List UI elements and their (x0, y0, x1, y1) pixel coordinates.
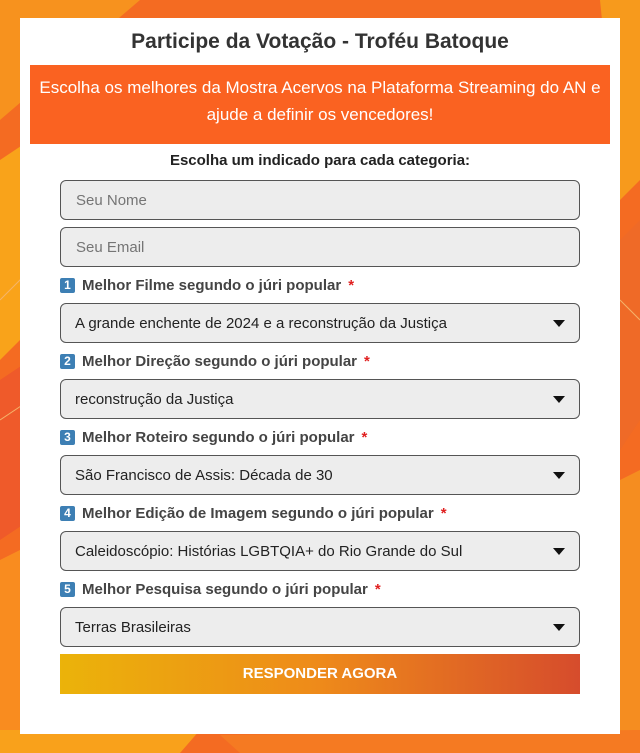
question-number-badge: 1 (60, 278, 75, 293)
selected-value: A grande enchente de 2024 e a reconstrução da Justiça (75, 314, 447, 332)
required-marker: * (361, 428, 368, 446)
required-marker: * (440, 504, 447, 522)
question-4-select[interactable] (60, 531, 580, 571)
form-title: Participe da Votação - Troféu Batoque (131, 30, 509, 53)
question-3-label (60, 428, 367, 446)
question-number-badge: 5 (60, 582, 75, 597)
chevron-down-icon (553, 624, 565, 631)
question-1-select[interactable] (60, 303, 580, 343)
question-number-badge: 2 (60, 354, 75, 369)
chevron-down-icon (553, 472, 565, 479)
question-5-select[interactable] (60, 607, 580, 647)
form-instruction: Escolha um indicado para cada categoria: (169, 152, 471, 169)
selected-value: Caleidoscópio: Histórias LGBTQIA+ do Rio Grande do Sul (75, 542, 463, 560)
question-text: Melhor Edição de Imagem segundo o júri popular (82, 504, 434, 522)
required-marker: * (374, 580, 381, 598)
submit-button[interactable]: RESPONDER AGORA (60, 654, 580, 694)
question-text: Melhor Roteiro segundo o júri popular (82, 428, 355, 446)
chevron-down-icon (553, 548, 565, 555)
selected-value: Terras Brasileiras (75, 618, 191, 636)
voting-form-card (20, 18, 620, 734)
question-text: Melhor Pesquisa segundo o júri popular (82, 580, 368, 598)
question-text: Melhor Filme segundo o júri popular (82, 276, 342, 294)
question-number-badge: 4 (60, 506, 75, 521)
question-2-label (60, 352, 370, 370)
question-1-label (60, 276, 354, 294)
question-3-select[interactable] (60, 455, 580, 495)
question-5-label (60, 580, 381, 598)
chevron-down-icon (553, 320, 565, 327)
question-2-select[interactable] (60, 379, 580, 419)
selected-value: reconstrução da Justiça (75, 390, 234, 408)
email-input[interactable] (60, 227, 580, 267)
required-marker: * (348, 276, 355, 294)
question-4-label (60, 504, 447, 522)
chevron-down-icon (553, 396, 565, 403)
question-number-badge: 3 (60, 430, 75, 445)
required-marker: * (364, 352, 370, 370)
selected-value: São Francisco de Assis: Década de 30 (75, 466, 333, 484)
form-banner: Escolha os melhores da Mostra Acervos na Plataforma Streaming do AN e ajude a definir os vencedores! (30, 65, 610, 144)
question-text: Melhor Direção segundo o júri popular (82, 352, 358, 370)
name-input[interactable] (60, 180, 580, 220)
